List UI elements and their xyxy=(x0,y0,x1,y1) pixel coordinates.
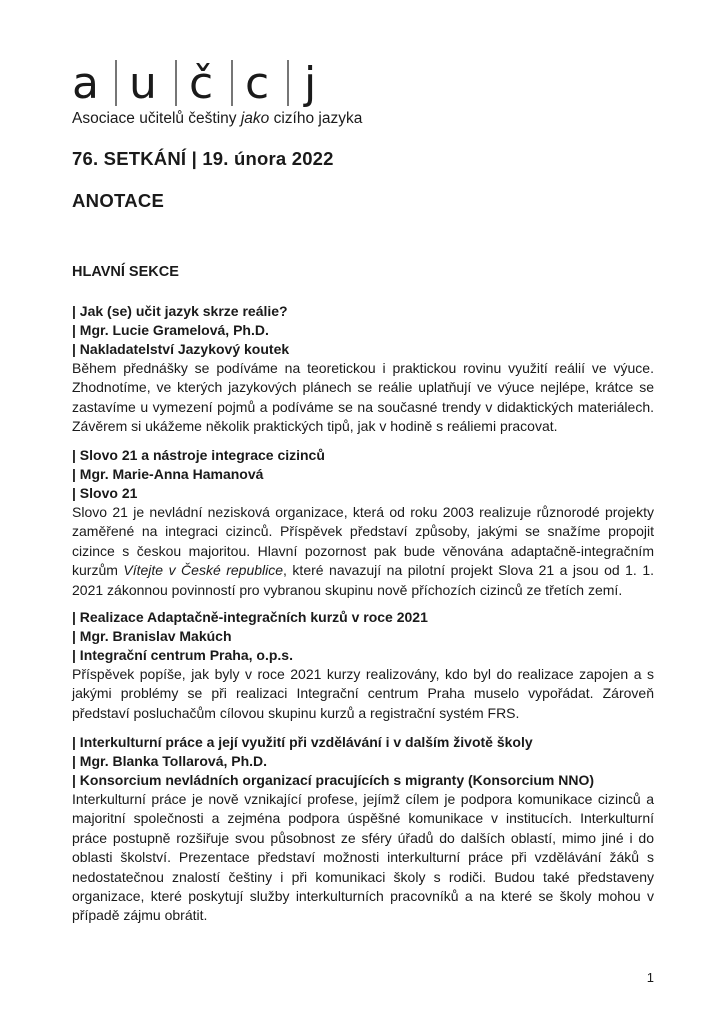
lecture-abstract: Během přednášky se podíváme na teoretickou i praktickou rovinu využití reálií ve výuce. Zhodnotíme, ve kterých jazykových plánech se reálie uplatňují ve výuce nejlépe, krátce se zastavíme u vymezení pojmů a podíváme se na současné trendy v didaktických materiálech. Závěrem si ukážeme několik praktických tipů, jak v hodině s reáliemi pracovat. xyxy=(72,360,654,435)
lecture-speaker: | Mgr. Lucie Gramelová, Ph.D. xyxy=(72,322,269,338)
abstract-part: , které navazují na pilotní projekt Slova 21 a jsou od 1. 1. 2021 zákonnou povinností pro vybranou skupinu nově příchozích cizinců ze třetích zemí. xyxy=(72,562,654,598)
association-subtitle xyxy=(72,110,362,128)
lecture-block xyxy=(72,302,654,437)
logo-letter-c-caron: č xyxy=(189,58,214,109)
meeting-heading: 76. SETKÁNÍ | 19. února 2022 xyxy=(72,148,334,169)
lecture-abstract: Příspěvek popíše, jak byly v roce 2021 kurzy realizovány, kdo byl do realizace zapojen a s jakými problémy se při realizaci Integrační centrum Praha muselo vypořádat. Zároveň představí posluchačům cílovou skupinu kurzů a registrační systém FRS. xyxy=(72,666,654,721)
lecture-speaker: | Mgr. Blanka Tollarová, Ph.D. xyxy=(72,753,268,769)
lecture-abstract: Interkulturní práce je nově vznikající profese, jejímž cílem je podpora komunikace cizinců a majoritní společnosti a zejména podpora úspěšné komunikace v institucích. Interkulturní práce postupně rozšiřuje svou působnost ze sféry úřadů do dalších oblastí, mimo jiné i do oblasti školství. Prezentace představí možnosti interkulturní práce při vzdělávání žáků s nedostatečnou znalostí češtiny i při komunikaci školy s rodiči. Budou také představeny organizace, které poskytují služby interkulturních pracovníků a na které se školy mohou v případě zájmu obrátit. xyxy=(72,791,654,924)
lecture-title: | Slovo 21 a nástroje integrace cizinců xyxy=(72,447,325,463)
lecture-title: | Realizace Adaptačně-integračních kurzů v roce 2021 xyxy=(72,609,428,625)
lecture-abstract xyxy=(72,503,654,600)
lecture-organization: | Slovo 21 xyxy=(72,485,138,501)
subtitle-part: cizího jazyka xyxy=(269,110,363,127)
lecture-title: | Jak (se) učit jazyk skrze reálie? xyxy=(72,303,288,319)
document-title: ANOTACE xyxy=(72,190,165,211)
logo-letter-a: a xyxy=(72,58,99,109)
lecture-speaker: | Mgr. Marie-Anna Hamanová xyxy=(72,466,264,482)
aucj-logo xyxy=(72,54,372,110)
abstract-part: Slovo 21 je nevládní nezisková organizace, která od roku 2003 realizuje různorodé projekty zaměřené na integraci cizinců. Příspěvek představí způsoby, jakými se snažíme propojit cizince s českou majoritou. Hlavní pozornost pak bude věnována adaptačně-integračním kurzům xyxy=(72,504,654,579)
subtitle-italic: jako xyxy=(240,110,270,127)
lecture-organization: | Konsorcium nevládních organizací pracujících s migranty (Konsorcium NNO) xyxy=(72,772,595,788)
lecture-organization: | Integrační centrum Praha, o.p.s. xyxy=(72,647,293,663)
lecture-block xyxy=(72,446,654,600)
lecture-block xyxy=(72,733,654,926)
logo-letter-u: u xyxy=(129,58,157,109)
lecture-block xyxy=(72,608,654,723)
lecture-organization: | Nakladatelství Jazykový koutek xyxy=(72,341,290,357)
lecture-title: | Interkulturní práce a její využití při vzdělávání i v dalším životě školy xyxy=(72,734,533,750)
lecture-speaker: | Mgr. Branislav Makúch xyxy=(72,628,232,644)
subtitle-part: Asociace učitelů češtiny xyxy=(72,110,241,127)
abstract-italic: Vítejte v České republice xyxy=(123,562,284,579)
page-number: 1 xyxy=(646,970,654,985)
logo-letter-c: c xyxy=(245,58,270,109)
logo-letter-j: j xyxy=(304,58,317,109)
section-title: HLAVNÍ SEKCE xyxy=(72,264,179,280)
